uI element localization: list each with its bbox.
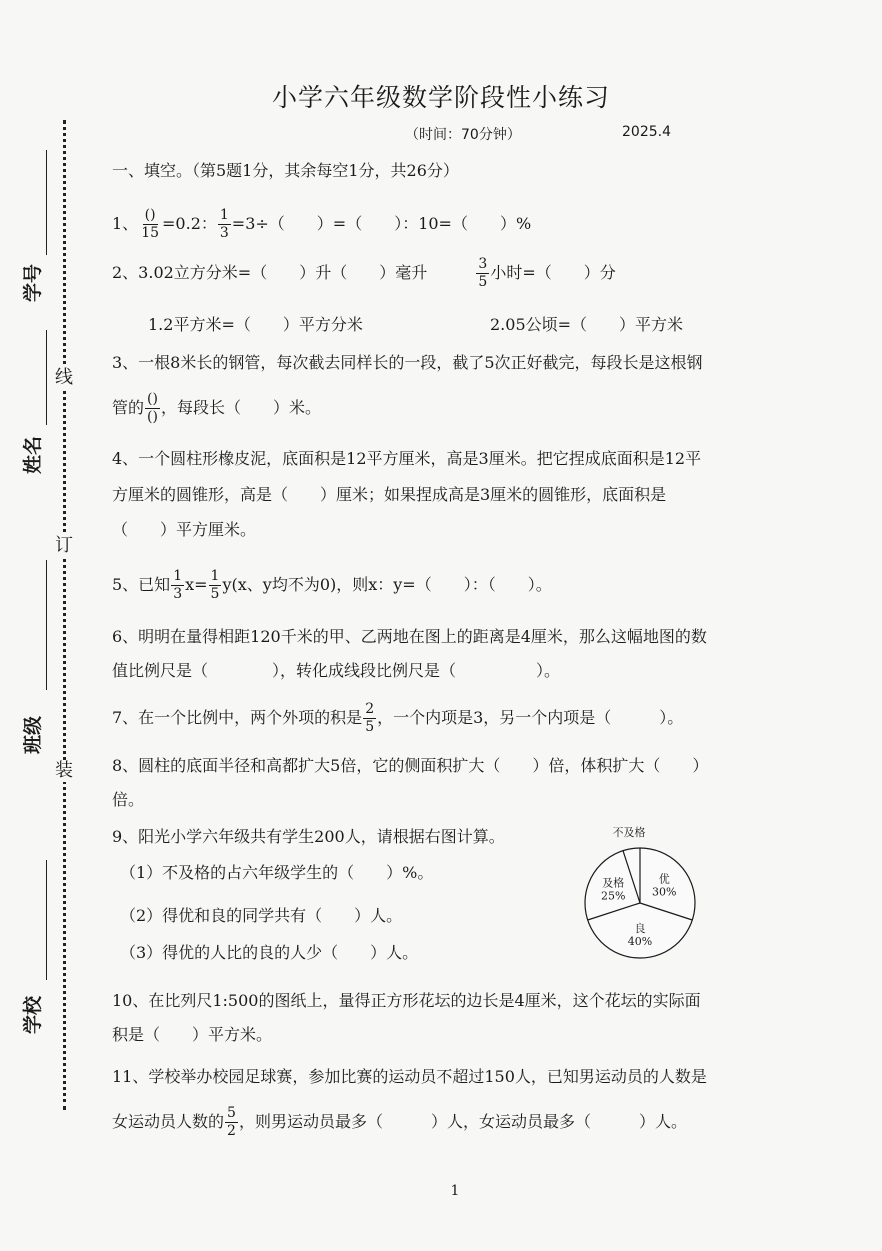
q3-fraction: $\frac{()}{()}$: [147, 391, 158, 425]
question-4-line1: 4、一个圆柱形橡皮泥，底面积是12平方厘米，高是3厘米。把它捏成底面积是12平: [112, 449, 702, 468]
question-8-line2: 倍。: [112, 790, 145, 809]
q7-pre: 7、在一个比例中，两个外项的积是: [112, 708, 363, 727]
question-2-line2a: 1.2平方米=（ ）平方分米: [148, 315, 363, 334]
q2-part2: 小时=（ ）分: [490, 263, 616, 282]
pie-label-1: 良: [634, 922, 646, 935]
school-line[interactable]: [46, 860, 47, 980]
question-3-line2: [112, 391, 321, 426]
pie-value-1: 40%: [627, 935, 653, 948]
page-number: 1: [450, 1183, 460, 1199]
question-9-line1: 9、阳光小学六年级共有学生200人，请根据右图计算。: [112, 827, 505, 846]
q5-fraction-2: $\frac{1}{5}$: [210, 568, 220, 602]
q1-rest: =3÷（ ）=（ ）：10=（ ）%: [231, 214, 532, 233]
q1-prefix: 1、: [112, 214, 139, 233]
name-line[interactable]: [46, 330, 47, 425]
q7-post: ，一个内项是3，另一个内项是（ ）。: [377, 708, 684, 727]
pie-value-2: 25%: [601, 889, 626, 903]
q2-part1: 2、3.02立方分米=（ ）升（ ）毫升: [112, 263, 428, 282]
q11-fraction: $\frac{5}{2}$: [227, 1105, 236, 1139]
q5-fraction-1: $\frac{1}{3}$: [173, 568, 183, 602]
grade-pie-chart: [582, 825, 698, 961]
class-label: 班级: [21, 716, 44, 755]
name-label: 姓名: [21, 436, 44, 475]
question-3-line1: 3、一根8米长的钢管，每次截去同样长的一段，截了5次正好截完，每段长是这根钢: [112, 353, 703, 372]
school-label: 学校: [21, 996, 44, 1035]
question-9-sub1: （1）不及格的占六年级学生的（ ）%。: [120, 863, 434, 882]
q1-fraction-2: $\frac{1}{3}$: [219, 207, 229, 241]
section-heading: 一、填空。（第5题1分，其余每空1分，共26分）: [112, 161, 459, 180]
question-9-sub2: （2）得优和良的同学共有（ ）人。: [120, 906, 403, 925]
student-id-label: 学号: [21, 264, 44, 303]
question-1: [112, 207, 531, 242]
q11-post: ，则男运动员最多（ ）人，女运动员最多（ ）人。: [238, 1112, 687, 1131]
question-8-line1: 8、圆柱的底面半径和高都扩大5倍，它的侧面积扩大（ ）倍，体积扩大（ ）: [112, 756, 709, 775]
question-10-line1: 10、在比列尺1:500的图纸上，量得正方形花坛的边长是4厘米，这个花坛的实际面: [112, 991, 701, 1010]
student-id-line[interactable]: [46, 150, 47, 255]
q3-pre: 管的: [112, 398, 145, 417]
question-2-line2b: 2.05公顷=（ ）平方米: [490, 315, 684, 334]
q7-fraction: $\frac{2}{5}$: [365, 701, 375, 735]
question-5: [112, 568, 552, 603]
class-line[interactable]: [46, 560, 47, 690]
q11-pre: 女运动员人数的: [112, 1112, 225, 1131]
q5-mid: x=: [185, 575, 208, 594]
pie-label-3: 不及格: [612, 825, 646, 839]
q5-pre: 5、已知: [112, 575, 171, 594]
q3-post: ，每段长（ ）米。: [160, 398, 321, 417]
question-11-line1: 11、学校举办校园足球赛，参加比赛的运动员不超过150人，已知男运动员的人数是: [112, 1067, 707, 1086]
binding-word-zhuang: 装: [55, 760, 73, 781]
q2-fraction: $\frac{3}{5}$: [478, 256, 488, 290]
exam-duration: （时间：70分钟）: [405, 127, 521, 143]
question-7: [112, 701, 683, 736]
pie-label-0: 优: [658, 872, 670, 886]
binding-word-xian: 线: [55, 367, 73, 388]
pie-label-2: 及格: [602, 876, 625, 890]
question-11-line2: [112, 1105, 687, 1140]
pie-value-0: 30%: [652, 885, 677, 899]
question-6-line1: 6、明明在量得相距120千米的甲、乙两地在图上的距离是4厘米，那么这幅地图的数: [112, 627, 707, 646]
binding-word-ding: 订: [55, 535, 73, 556]
question-4-line3: （ ）平方厘米。: [112, 520, 257, 539]
page-title: 小学六年级数学阶段性小练习: [271, 83, 610, 112]
exam-date: 2025.4: [622, 124, 671, 140]
question-9-sub3: （3）得优的人比的良的人少（ ）人。: [120, 943, 419, 962]
q5-post: y(x、y均不为0)，则x：y=（ ）：（ ）。: [222, 575, 552, 594]
q1-fraction-1: $\frac{()}{15}$: [141, 207, 160, 241]
question-6-line2: 值比例尺是（ ），转化成线段比例尺是（ ）。: [112, 661, 561, 680]
q1-mid: =0.2：: [162, 214, 217, 233]
question-10-line2: 积是（ ）平方米。: [112, 1025, 273, 1044]
question-2: [112, 256, 616, 291]
question-4-line2: 方厘米的圆锥形，高是（ ）厘米；如果捏成高是3厘米的圆锥形，底面积是: [112, 485, 667, 504]
binding-dotted-line: [63, 120, 66, 1110]
